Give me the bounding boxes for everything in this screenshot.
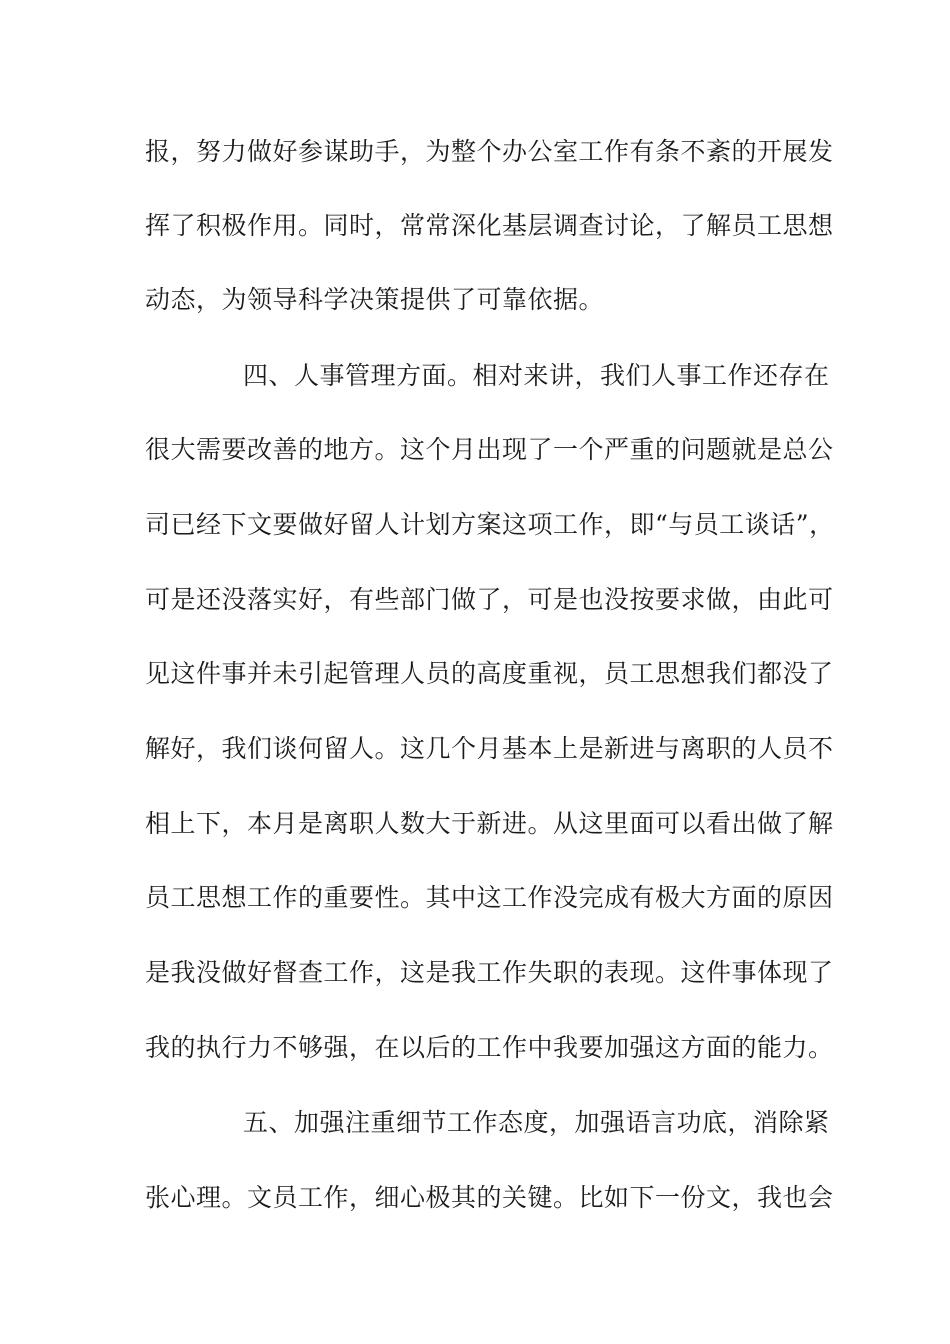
text-line: 见这件事并未引起管理人员的高度重视，员工思想我们都没了	[145, 659, 834, 688]
text-line: 张心理。文员工作，细心极其的关键。比如下一份文，我也会	[145, 1183, 834, 1212]
paragraph-heading-line: 五、加强注重细节工作态度，加强语言功底，消除紧	[243, 1108, 830, 1137]
text-line: 我的执行力不够强，在以后的工作中我要加强这方面的能力。	[145, 1033, 834, 1062]
text-line: 很大需要改善的地方。这个月出现了一个严重的问题就是总公	[145, 435, 834, 464]
text-line: 报，努力做好参谋助手，为整个办公室工作有条不紊的开展发	[145, 137, 834, 166]
text-line: 动态，为领导科学决策提供了可靠依据。	[145, 285, 605, 314]
text-line: 可是还没落实好，有些部门做了，可是也没按要求做，由此可	[145, 585, 834, 614]
text-line: 司已经下文要做好留人计划方案这项工作，即“与员工谈话”，	[145, 510, 835, 539]
text-line: 员工思想工作的重要性。其中这工作没完成有极大方面的原因	[145, 883, 834, 912]
text-line: 相上下，本月是离职人数大于新进。从这里面可以看出做了解	[145, 809, 834, 838]
text-line: 挥了积极作用。同时，常常深化基层调查讨论，了解员工思想	[145, 211, 834, 240]
text-line: 解好，我们谈何留人。这几个月基本上是新进与离职的人员不	[145, 734, 834, 763]
paragraph-heading-line: 四、人事管理方面。相对来讲，我们人事工作还存在	[243, 361, 830, 390]
text-line: 是我没做好督查工作，这是我工作失职的表现。这件事体现了	[145, 958, 834, 987]
